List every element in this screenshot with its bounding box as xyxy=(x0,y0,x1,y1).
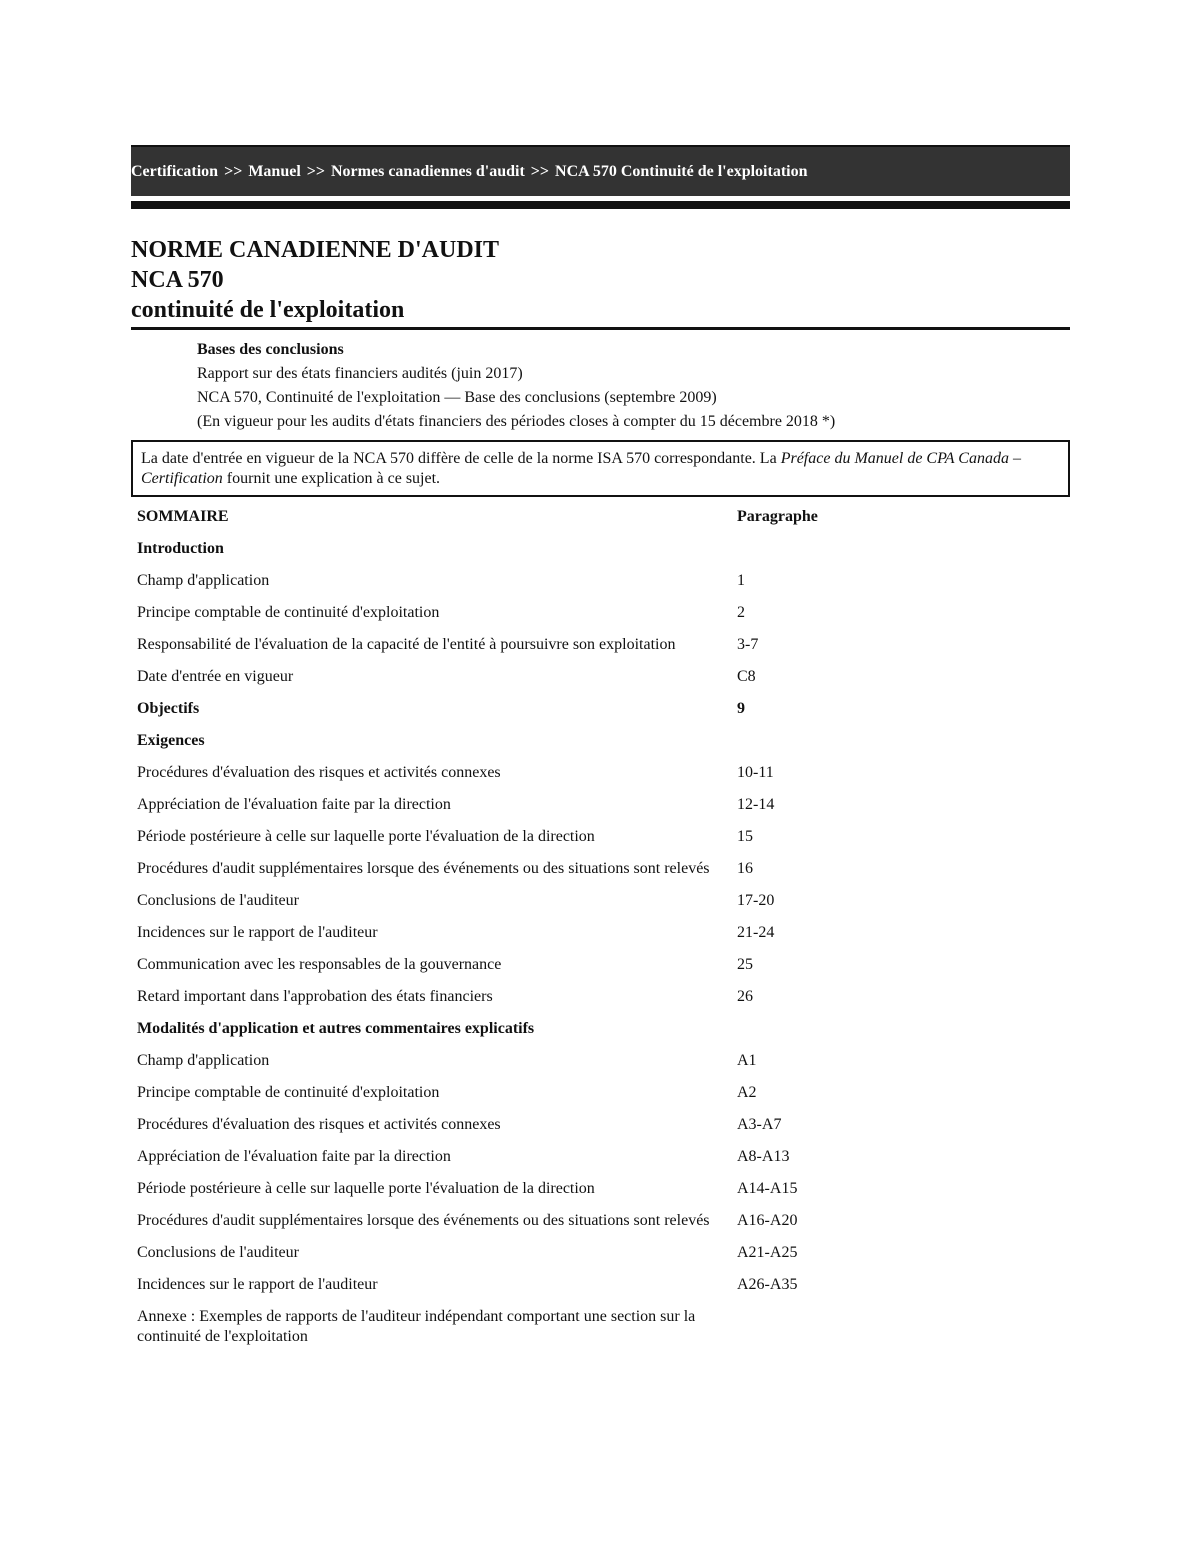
toc-entry-link[interactable]: Annexe : Exemples de rapports de l'auditeur indépendant comportant une section sur la continuité de l'exploitation xyxy=(137,1308,696,1345)
notice-text-after: fournit une explication à ce sujet. xyxy=(222,470,441,487)
toc-section-title: Exigences xyxy=(137,732,205,749)
toc-paragraph-ref: 10-11 xyxy=(737,764,774,781)
toc-entry-link[interactable]: Période postérieure à celle sur laquelle porte l'évaluation de la direction xyxy=(137,828,595,845)
toc-entry-link[interactable]: Procédures d'évaluation des risques et activités connexes xyxy=(137,1116,501,1133)
table-row xyxy=(131,1205,1070,1237)
toc-paragraph-ref: 16 xyxy=(737,860,753,877)
toc-entry-link[interactable]: Conclusions de l'auditeur xyxy=(137,892,299,909)
breadcrumb-separator: >> xyxy=(224,162,243,180)
toc-paragraph-ref: 2 xyxy=(737,604,745,621)
toc-paragraph-ref: A21-A25 xyxy=(737,1244,798,1261)
document-page xyxy=(131,145,1070,1353)
toc-entry-link[interactable]: Principe comptable de continuité d'exploitation xyxy=(137,604,440,621)
toc-paragraph-ref xyxy=(731,1013,1070,1045)
toc-paragraph-ref xyxy=(731,725,1070,757)
toc-paragraph-ref: 3-7 xyxy=(737,636,759,653)
title-line-3: continuité de l'exploitation xyxy=(131,297,405,323)
table-row xyxy=(131,1045,1070,1077)
toc-header-paragraphe: Paragraphe xyxy=(737,508,818,525)
table-row xyxy=(131,917,1070,949)
bases-title: Bases des conclusions xyxy=(197,341,344,358)
toc-paragraph-ref: A3-A7 xyxy=(737,1116,782,1133)
toc-entry-link[interactable]: Appréciation de l'évaluation faite par la direction xyxy=(137,1148,451,1165)
bases-des-conclusions xyxy=(197,338,1070,434)
toc-header-sommaire: SOMMAIRE xyxy=(137,508,229,525)
table-row xyxy=(131,629,1070,661)
table-row xyxy=(131,597,1070,629)
toc-section-row xyxy=(131,725,1070,757)
table-row xyxy=(131,949,1070,981)
toc-entry-link[interactable]: Procédures d'évaluation des risques et activités connexes xyxy=(137,764,501,781)
notice-text-before: La date d'entrée en vigueur de la NCA 570 diffère de celle de la norme ISA 570 correspondante. La xyxy=(141,450,781,467)
bases-link-nca570[interactable]: NCA 570, Continuité de l'exploitation — Base des conclusions (septembre 2009) xyxy=(197,389,717,406)
toc-entry-link[interactable]: Incidences sur le rapport de l'auditeur xyxy=(137,1276,378,1293)
toc-section-title: Objectifs xyxy=(137,700,200,717)
toc-paragraph-ref: 9 xyxy=(737,700,745,717)
toc-entry-link[interactable]: Procédures d'audit supplémentaires lorsque des événements ou des situations sont relevés xyxy=(137,1212,710,1229)
table-row xyxy=(131,821,1070,853)
toc-paragraph-ref: 26 xyxy=(737,988,753,1005)
toc-paragraph-ref: 15 xyxy=(737,828,753,845)
table-row xyxy=(131,661,1070,693)
toc-entry-link[interactable]: Appréciation de l'évaluation faite par la direction xyxy=(137,796,451,813)
toc-section-title: Modalités d'application et autres commentaires explicatifs xyxy=(137,1020,535,1037)
toc-entry-link[interactable]: Principe comptable de continuité d'exploitation xyxy=(137,1084,440,1101)
header-divider xyxy=(131,201,1070,209)
toc-paragraph-ref xyxy=(731,533,1070,565)
toc-paragraph-ref: A2 xyxy=(737,1084,757,1101)
toc-paragraph-ref: C8 xyxy=(737,668,756,685)
toc-paragraph-ref: A26-A35 xyxy=(737,1276,798,1293)
title-divider xyxy=(131,327,1070,330)
toc-entry-link[interactable]: Champ d'application xyxy=(137,1052,270,1069)
table-row xyxy=(131,1237,1070,1269)
title-line-2: NCA 570 xyxy=(131,267,224,293)
toc-paragraph-ref: 12-14 xyxy=(737,796,775,813)
table-row xyxy=(131,789,1070,821)
breadcrumb-item-normes[interactable]: Normes canadiennes d'audit xyxy=(331,162,525,180)
breadcrumb-separator: >> xyxy=(530,162,550,180)
table-row xyxy=(131,1301,1070,1353)
toc-section-row xyxy=(131,533,1070,565)
toc-section-title: Introduction xyxy=(137,540,224,557)
toc-entry-link[interactable]: Retard important dans l'approbation des états financiers xyxy=(137,988,493,1005)
breadcrumb-item-manuel[interactable]: Manuel xyxy=(248,162,301,180)
toc-entry-link[interactable]: Responsabilité de l'évaluation de la capacité de l'entité à poursuivre son exploitation xyxy=(137,636,676,653)
toc-entry-link[interactable]: Conclusions de l'auditeur xyxy=(137,1244,299,1261)
title-line-1: NORME CANADIENNE D'AUDIT xyxy=(131,237,500,263)
table-row xyxy=(131,757,1070,789)
breadcrumb xyxy=(131,145,1070,196)
toc-paragraph-ref: 1 xyxy=(737,572,745,589)
breadcrumb-item-current[interactable]: NCA 570 Continuité de l'exploitation xyxy=(555,162,808,180)
table-row xyxy=(131,1109,1070,1141)
table-row xyxy=(131,1141,1070,1173)
toc-entry-link[interactable]: Incidences sur le rapport de l'auditeur xyxy=(137,924,378,941)
toc-header-row xyxy=(131,501,1070,533)
toc-paragraph-ref: A14-A15 xyxy=(737,1180,798,1197)
toc-paragraph-ref xyxy=(731,1301,1070,1353)
toc-entry-link[interactable]: Date d'entrée en vigueur xyxy=(137,668,294,685)
toc-paragraph-ref: 17-20 xyxy=(737,892,775,909)
toc-paragraph-ref: A8-A13 xyxy=(737,1148,790,1165)
toc-paragraph-ref: 25 xyxy=(737,956,753,973)
table-row xyxy=(131,1077,1070,1109)
effective-date-notice xyxy=(131,440,1070,497)
table-row xyxy=(131,1269,1070,1301)
bases-effective-note: (En vigueur pour les audits d'états financiers des périodes closes à compter du 15 décembre 2018 *) xyxy=(197,413,836,430)
toc-section-row xyxy=(131,693,1070,725)
toc-entry-link[interactable]: Procédures d'audit supplémentaires lorsque des événements ou des situations sont relevés xyxy=(137,860,710,877)
toc-section-row xyxy=(131,1013,1070,1045)
notice-preface-link[interactable]: Préface du Manuel de CPA Canada – Certification xyxy=(141,450,1021,487)
toc-paragraph-ref: A1 xyxy=(737,1052,757,1069)
page-title xyxy=(131,235,1070,325)
toc-paragraph-ref: A16-A20 xyxy=(737,1212,798,1229)
toc-entry-link[interactable]: Champ d'application xyxy=(137,572,270,589)
table-of-contents xyxy=(131,501,1070,1353)
breadcrumb-separator: >> xyxy=(306,162,325,180)
table-row xyxy=(131,853,1070,885)
bases-link-rapport[interactable]: Rapport sur des états financiers audités (juin 2017) xyxy=(197,365,523,382)
toc-paragraph-ref: 21-24 xyxy=(737,924,775,941)
table-row xyxy=(131,885,1070,917)
table-row xyxy=(131,1173,1070,1205)
toc-entry-link[interactable]: Période postérieure à celle sur laquelle porte l'évaluation de la direction xyxy=(137,1180,595,1197)
toc-entry-link[interactable]: Communication avec les responsables de la gouvernance xyxy=(137,956,502,973)
breadcrumb-item-certification[interactable]: Certification xyxy=(131,162,219,180)
table-row xyxy=(131,981,1070,1013)
table-row xyxy=(131,565,1070,597)
